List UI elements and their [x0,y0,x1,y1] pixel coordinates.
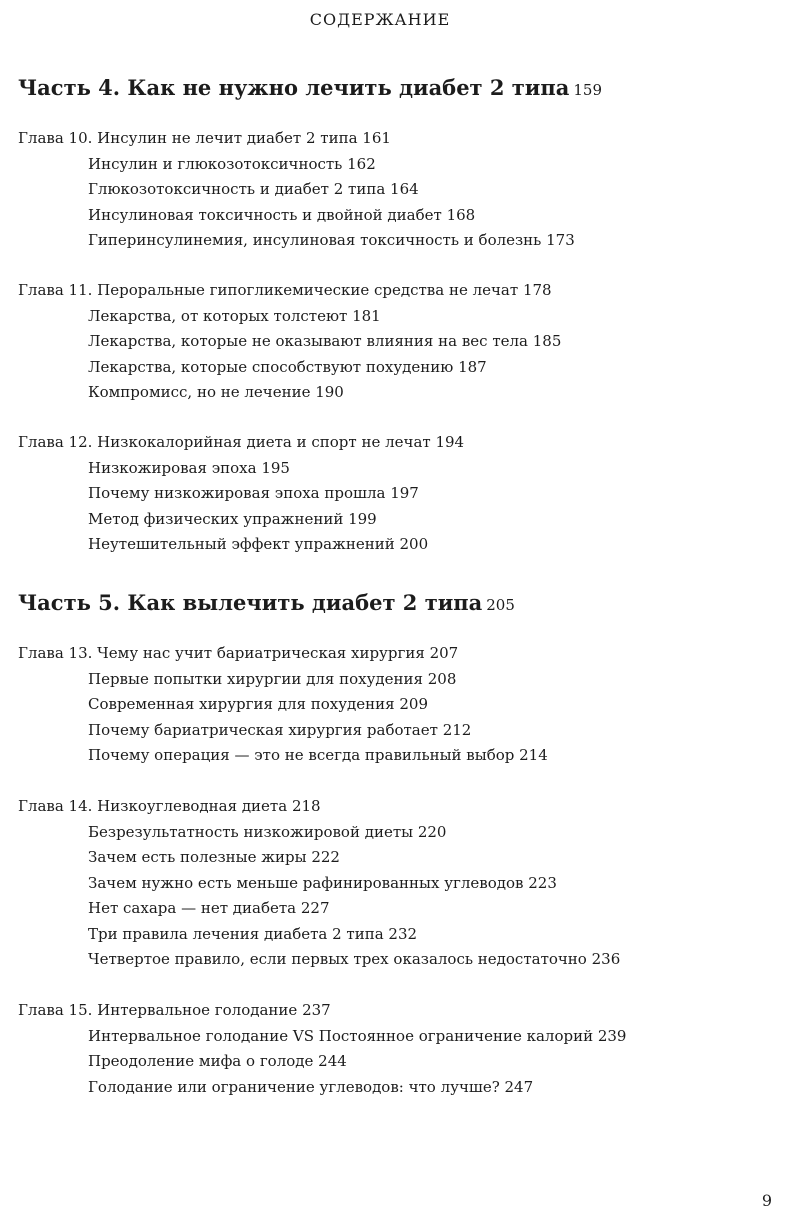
section-entry: Инсулиновая токсичность и двойной диабет 168 [88,205,476,224]
chapter-entry [18,641,548,769]
section-entry: Четвертое правило, если первых трех оказалось недостаточно 236 [88,950,621,968]
section-entry: Гиперинсулинемия, инсулиновая токсичность и болезнь 173 [88,231,575,249]
section-entry: Зачем нужно есть меньше рафинированных углеводов 223 [88,873,557,892]
part-title: Часть 4. Как не нужно лечить диабет 2 типа [18,75,570,100]
page-number: 9 [761,1191,772,1210]
part-heading [18,75,602,103]
section-entry: Компромисс, но не лечение 190 [88,383,344,401]
section-entry: Интервальное голодание VS Постоянное ограничение калорий 239 [88,1026,627,1045]
section-entry: Почему низкожировая эпоха прошла 197 [88,484,419,502]
chapter-title: Глава 10. Инсулин не лечит диабет 2 типа 161 [18,129,391,147]
chapter-title: Глава 13. Чему нас учит бариатрическая хирургия 207 [18,644,459,662]
section-entry: Лекарства, от которых толстеют 181 [88,306,381,325]
chapter-entry [18,794,620,973]
part-page-number: 205 [486,596,515,614]
section-entry: Лекарства, которые способствуют похудению 187 [88,357,487,376]
section-entry: Почему бариатрическая хирургия работает 212 [88,720,472,739]
running-head: СОДЕРЖАНИЕ [309,10,451,29]
chapter-entry [18,430,464,558]
section-entry: Безрезультатность низкожировой диеты 220 [88,822,447,841]
section-entry: Современная хирургия для похудения 209 [88,695,428,713]
chapter-title: Глава 12. Низкокалорийная диета и спорт не лечат 194 [18,433,465,451]
part-page-number: 159 [573,81,603,99]
part-title: Часть 5. Как вылечить диабет 2 типа [18,590,483,615]
chapter-title: Глава 15. Интервальное голодание 237 [18,1001,331,1019]
section-entry: Глюкозотоксичность и диабет 2 типа 164 [88,180,419,198]
section-entry: Лекарства, которые не оказывают влияния на вес тела 185 [88,332,562,350]
section-entry: Зачем есть полезные жиры 222 [88,848,340,866]
chapter-entry [18,278,561,406]
chapter-title: Глава 11. Пероральные гипогликемические средства не лечат 178 [18,281,552,299]
part-heading [18,590,515,618]
section-entry: Неутешительный эффект упражнений 200 [88,535,429,553]
chapter-title: Глава 14. Низкоуглеводная диета 218 [18,797,321,815]
section-entry: Преодоление мифа о голоде 244 [88,1052,347,1070]
section-entry: Голодание или ограничение углеводов: что лучше? 247 [88,1077,534,1096]
section-entry: Низкожировая эпоха 195 [88,458,290,477]
section-entry: Три правила лечения диабета 2 типа 232 [88,924,418,943]
section-entry: Первые попытки хирургии для похудения 208 [88,669,457,688]
section-entry: Нет сахара — нет диабета 227 [88,899,330,917]
chapter-entry [18,126,575,254]
chapter-entry [18,998,626,1100]
section-entry: Метод физических упражнений 199 [88,509,377,528]
section-entry: Инсулин и глюкозотоксичность 162 [88,154,376,173]
section-entry: Почему операция — это не всегда правильный выбор 214 [88,746,548,764]
